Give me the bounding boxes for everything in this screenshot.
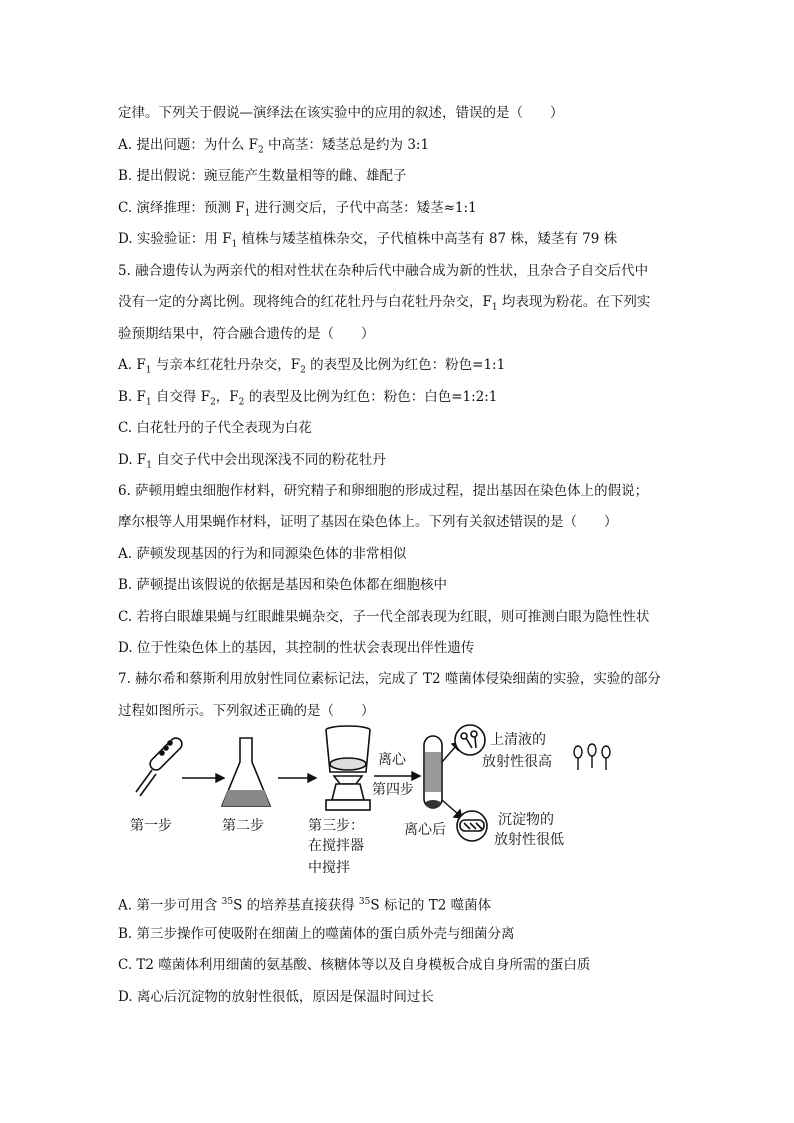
- arrow-icon: [374, 772, 420, 780]
- q7-option-a[interactable]: [118, 893, 491, 915]
- q7-option-d[interactable]: D. 离心后沉淀物的放射性很低，原因是保温时间过长: [118, 989, 434, 1005]
- q6-option-d[interactable]: D. 位于性染色体上的基因，其控制的性状会表现出伴性遗传: [118, 640, 475, 656]
- q5-option-d[interactable]: [118, 451, 386, 475]
- arrow-icon: [442, 742, 462, 818]
- q5-b-t2: 自交得 F: [151, 389, 211, 405]
- q6-option-c[interactable]: C. 若将白眼雄果蝇与红眼雌果蝇杂交，子一代全部表现为红眼，则可推测白眼为隐性性状: [118, 609, 650, 625]
- q7-a-sup1: 35: [221, 897, 234, 907]
- sediment-circle-icon: [457, 811, 487, 841]
- q5-d-t2: 自交子代中会出现深浅不同的粉花牡丹: [152, 452, 386, 468]
- q5-a-s1: 1: [145, 365, 152, 376]
- q4-a-text2: 中高茎：矮茎总是约为 3:1: [263, 137, 430, 153]
- q4-option-b[interactable]: B. 提出假说：豌豆能产生数量相等的雌、雄配子: [118, 168, 407, 184]
- q7-a-t1: A. 第一步可用含: [118, 897, 222, 914]
- q5-option-a[interactable]: [118, 356, 505, 380]
- arrow-icon: [182, 774, 224, 782]
- q5-b-s2: 2: [210, 397, 216, 408]
- q6-stem-line1: 6. 萨顿用蝗虫细胞作材料，研究精子和卵细胞的形成过程，提出基因在染色体上的假说；: [118, 483, 649, 499]
- step3-label-3: 中搅拌: [308, 860, 350, 876]
- q4-d-text: D. 实验验证：用 F: [118, 231, 232, 247]
- q5-a-t3: 的表型及比例为红色：粉色=1:1: [305, 357, 506, 373]
- step3-label-1: 第三步：: [308, 818, 364, 834]
- q6-option-b[interactable]: B. 萨顿提出该假说的依据是基因和染色体都在细胞核中: [118, 577, 448, 593]
- q5-l2-sub: 1: [491, 302, 498, 313]
- q5-l2-text2: 均表现为粉花。在下列实: [497, 294, 651, 310]
- q4-tail: 定律。下列关于假说—演绎法在该实验中的应用的叙述，错误的是（ ）: [118, 105, 564, 121]
- q4-option-c[interactable]: [118, 199, 477, 223]
- q6-stem-line2: 摩尔根等人用果蝇作材料，证明了基因在染色体上。下列有关叙述错误的是（ ）: [118, 514, 618, 530]
- q7-option-b[interactable]: B. 第三步操作可使吸附在细菌上的噬菌体的蛋白质外壳与细菌分离: [118, 926, 515, 942]
- q5-b-t1: B. F: [118, 389, 146, 405]
- q7-stem-line1: 7. 赫尔希和蔡斯利用放射性同位素标记法，完成了 T2 噬菌体侵染细菌的实验，实验的部分: [118, 671, 661, 687]
- supernatant-label-1: 上清液的: [490, 732, 546, 748]
- q5-option-c[interactable]: C. 白花牡丹的子代全表现为白花: [118, 420, 312, 436]
- q4-c-sub: 1: [244, 208, 251, 219]
- q5-d-s1: 1: [146, 460, 153, 471]
- q5-b-t4: 的表型及比例为红色：粉色：白色=1:2:1: [244, 389, 498, 405]
- q4-d-sub: 1: [231, 239, 238, 250]
- q5-stem-line3: 验预期结果中，符合融合遗传的是（ ）: [118, 326, 375, 342]
- q6-option-a[interactable]: A. 萨顿发现基因的行为和同源染色体的非常相似: [118, 546, 407, 562]
- sediment-label-2: 放射性很低: [494, 832, 564, 848]
- supernatant-label-2: 放射性很高: [482, 754, 552, 770]
- after-centrifuge-label: 离心后: [404, 822, 446, 838]
- supernatant-circle-icon: [455, 725, 485, 755]
- q5-a-s2: 2: [300, 365, 306, 376]
- step1-tube-icon: [136, 736, 184, 796]
- step1-label: 第一步: [130, 818, 172, 834]
- q5-b-t3: ，F: [215, 389, 239, 405]
- q4-c-text: C. 演绎推理：预测 F: [118, 200, 245, 216]
- q5-b-s3: 2: [238, 397, 245, 408]
- q7-a-t2: S 的培养基直接获得: [233, 897, 359, 914]
- q5-l2-text: 没有一定的分离比例。现将纯合的红花牡丹与白花牡丹杂交，F: [118, 294, 492, 310]
- phage-icon: [574, 744, 610, 770]
- step4-label: 第四步: [372, 782, 414, 798]
- centrifuge-tube-icon: [424, 736, 442, 808]
- q7-a-t3: S 标记的 T2 噬菌体: [370, 897, 492, 914]
- step3-label-2: 在搅拌器: [308, 838, 364, 854]
- q5-b-s1: 1: [145, 397, 152, 408]
- q7-a-sup2: 35: [358, 897, 371, 907]
- q5-option-b[interactable]: [118, 388, 497, 412]
- q4-option-a[interactable]: [118, 136, 429, 160]
- q4-c-text2: 进行测交后，子代中高茎：矮茎≈1:1: [250, 200, 477, 216]
- q5-a-t2: 与亲本红花牡丹杂交，F: [151, 357, 301, 373]
- q4-a-sub: 2: [258, 145, 264, 156]
- arrow-icon: [278, 774, 316, 782]
- q5-d-t1: D. F: [118, 452, 147, 468]
- q7-option-c[interactable]: C. T2 噬菌体利用细菌的氨基酸、核糖体等以及自身模板合成自身所需的蛋白质: [118, 957, 591, 973]
- q5-stem-line2: [118, 293, 650, 317]
- experiment-figure: [120, 722, 620, 887]
- q4-d-text2: 植株与矮茎植株杂交，子代植株中高茎有 87 株，矮茎有 79 株: [237, 231, 618, 247]
- q5-a-t1: A. F: [118, 357, 146, 373]
- q4-a-text: A. 提出问题：为什么 F: [118, 137, 258, 153]
- blender-icon: [326, 726, 370, 810]
- sediment-label-1: 沉淀物的: [498, 812, 554, 828]
- q4-option-d[interactable]: [118, 230, 617, 254]
- step2-label: 第二步: [222, 818, 264, 834]
- q7-stem-line2: 过程如图所示。下列叙述正确的是（ ）: [118, 703, 375, 719]
- centrifuge-label: 离心: [378, 752, 406, 768]
- q5-stem-line1: 5. 融合遗传认为两亲代的相对性状在杂种后代中融合成为新的性状，且杂合子自交后代中: [118, 263, 649, 279]
- flask-icon: [222, 738, 270, 806]
